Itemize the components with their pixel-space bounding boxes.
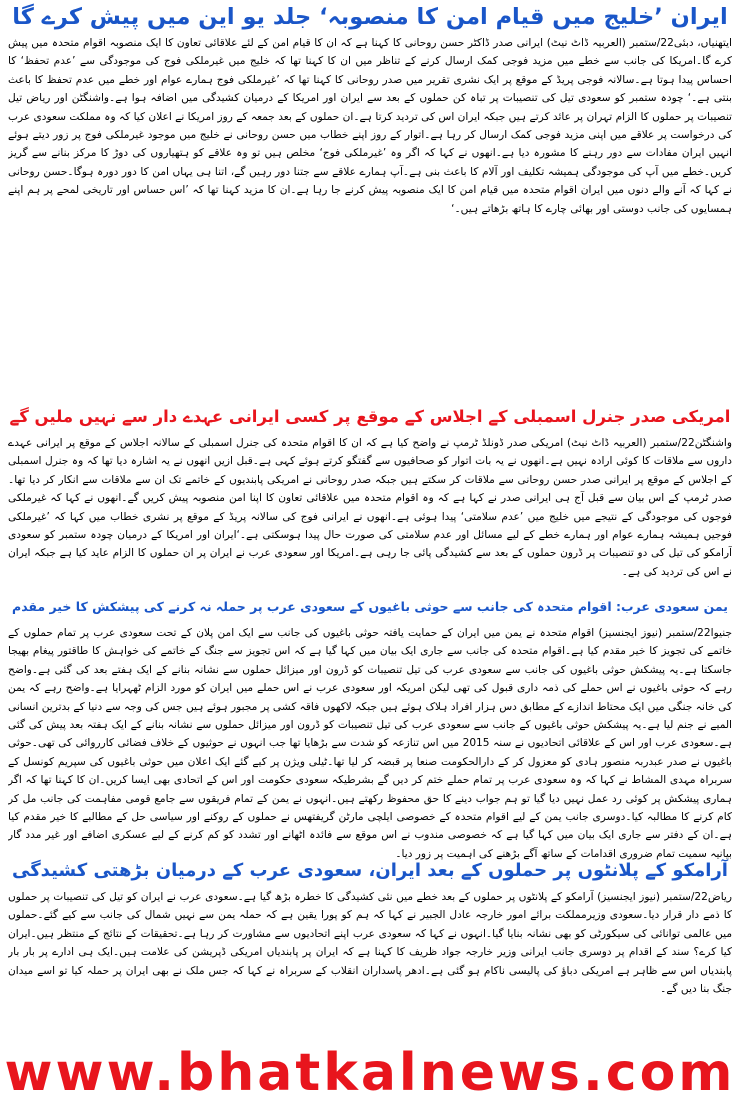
- article-body: ایتھنیاں، دبئی22/ستمبر (العربیہ ڈاٹ نیٹ) ایرانی صدر ڈاکٹر حسن روحانی کا کہنا ہے کہ ان کا قیام امن کے لئے علاقائی تعاون کا ایک منصوبہ اقوام متحدہ میں پیش کرے گا۔امریکا کی جانب سے خطے میں مزید فوجی کمک ارسال کرنے کے تناظر میں ان کا کہنا تھا کہ خلیج میں غیرملکی فوج کی موجودگی سے ’عدم تحفظ‘ کا احساس پیدا ہوتا ہے۔سالانہ فوجی پریڈ کے موقع پر ایک نشری تقریر میں صدر روحانی کا کہنا تھا کہ ’غیرملکی فوج ہمارے عوام اور خطے میں عدم تحفظ کا باعث بنتی ہے۔‘ چودہ ستمبر کو سعودی تیل کی تنصیبات پر تباہ کن حملوں کے بعد سے ایران اور امریکا کے درمیان کشیدگی میں اضافہ ہوا ہے۔واشنگٹن اور ریاض تیل تنصیبات پر حملوں کا الزام تہران پر عائد کرتے ہیں جبکہ ایران اس کی تردید کرتا ہے۔ان حملوں کے بعد جمعہ کے روز امریکا نے اعلان کیا کہ وہ مملکت سعودی عرب کی درخواست پر علاقے میں اپنی مزید فوجی کمک ارسال کر رہا ہے۔اتوار کے روز اپنے خطاب میں حسن روحانی نے خلیج میں موجود غیرملکی فوج پر زور دیتے ہوئے انہیں ایران مفادات سے دور رہنے کا مشورہ دیا ہے۔انھوں نے کہا کہ اگر وہ ’غیرملکی فوج‘ مخلص ہیں تو وہ علاقے کو ہتھیاروں کی دوڑ کا مرکز بنانے سے گریز کریں۔خطے میں آپ کی موجودگی ہمیشہ تکلیف اور آلام کا باعث بنی ہے۔آپ ہمارے علاقے سے جتنا دور رہیں گے، اتنا ہی یہاں امن کا دور دورہ ہوگا۔حسن روحانی نے کہا کہ آنے والے دنوں میں ایران اقوام متحدہ میں قیام امن کا ایک منصوبہ پیش کرنے جا رہا ہے۔ان کا مزید کہنا تھا کہ ’اس حساس اور تاریخی لمحے پر ہم اپنے ہمسایوں کی جانب دوستی اور بھائی چارے کا ہاتھ بڑھاتے ہیں۔‘: [8, 37, 732, 215]
- article-body: جنیوا22/ستمبر (نیوز ایجنسیز) اقوام متحدہ نے یمن میں ایران کے حمایت یافتہ حوثی باغیوں کی جانب سے ایک امن پلان کے تحت سعودی عرب پر تمام حملوں کے خاتمے کی تجویز کا خیر مقدم کیا ہے۔اقوام متحدہ کی جانب سے جاری ایک بیان میں کہا گیا ہے کہ اس تجویز سے جنگ کے خاتمے کی خواہش کا طاقتور پیغام بھیجا جاسکتا ہے۔یہ پیشکش حوثی باغیوں کی جانب سے سعودی عرب کی تیل تنصیبات کو ڈرون اور میزائل حملوں سے نشانہ بنانے کے ایک ہفتے بعد کی گئی ہے۔واضح رہے کہ حوثی باغیوں نے اس حملے کی ذمہ داری قبول کی تھی لیکن امریکہ اور سعودی عرب نے اس حملے میں ایران کو مورد الزام ٹھہرایا ہے۔واضح رہے کہ یمن کی خانہ جنگی میں ایک محتاط اندازے کے مطابق دس ہزار افراد ہلاک ہوئے ہیں جبکہ لاکھوں فاقہ کشی پر مجبور ہوئے ہیں جس کی وجہ سے دنیا کے بدترین انسانی المیے نے جنم لیا ہے۔یہ پیشکش حوثی باغیوں کے جانب سے سعودی عرب کی تیل تنصیبات کو ڈرون اور میزائل حملوں سے نشانہ بنانے کے ایک ہفتہ بعد پیش کی گئی ہے۔سعودی عرب اور اس کے علاقائی اتحادیوں نے سنہ 2015 میں اس تنازعہ کو شدت سے بڑھایا تھا جب انہوں نے حوثیوں کے خلاف فضائی کارروائی کی تھی۔حوثی باغیوں نے صدر عبدربہ منصور ہادی کو معزول کر کے دارالحکومت صنعا پر قبضہ کر لیا تھا۔ٹیلی ویژن پر کیے گئے ایک اعلان میں حوثی باغیوں کی سپریم کونسل کے سربراہ مہدی المشاط نے کہا کہ وہ سعودی عرب پر تمام حملے ختم کر دیں گے بشرطیکہ سعودی حکومت اور اس کے اتحادی بھی ایسا کریں۔ان کا کہنا تھا کہ اگر ہماری پیشکش پر کوئی رد عمل نہیں دیا گیا تو ہم جواب دینے کا حق محفوظ رکھتے ہیں۔انہوں نے یمن کے تمام فریقوں سے جامع قومی مفاہمت کی جانب مل کر کام کرنے کا مطالبہ کیا۔دوسری جانب یمن کے لیے اقوام متحدہ کے خصوصی ایلچی مارٹن گریفتھس نے حملوں کے روکنے اور سیاسی حل کے مطالبے کا خیر مقدم کیا ہے۔ان کے دفتر سے جاری ایک بیان میں کہا گیا ہے کہ خصوصی مندوب نے اس موقع سے فائدہ اٹھانے اور تشدد کو کم کرنے کے لیے عسکری اضافے اور غیر مدد گار بیانیہ سمیت تمام ضروری اقدامات کے ساتھ آگے بڑھنے کی اہمیت پر زور دیا۔: [8, 627, 732, 860]
- article-headline: یمن سعودی عرب: اقوام متحدہ کی جانب سے حوثی باغیوں کے سعودی عرب پر حملہ نہ کرنے کی پیشکش کا خیر مقدم: [12, 599, 728, 614]
- article-headline: ایران ’خلیج میں قیام امن کا منصوبہ‘ جلد یو این میں پیش کرے گا: [12, 4, 728, 30]
- article-body: ریاض22/ستمبر (نیوز ایجنسیز) آرامکو کے پلانٹوں پر حملوں کے بعد خطے میں نئی کشیدگی کا خطرہ بڑھ گیا ہے۔سعودی عرب نے ایران کو تیل کی تنصیبات پر حملوں کا ذمے دار قرار دیا۔سعودی وزیرمملکت برائے امور خارجہ عادل الجبیر نے کہا کہ ہم کو پورا یقین ہے کہ حملہ یمن سے نہیں شمال کی جانب سے کیے گئے۔حملوں میں عالمی توانائی کی سیکورٹی کو بھی نشانہ بنایا گیا۔انہوں نے کہا کہ سعودی عرب اپنے اتحادیوں سے مشاورت کر رہا ہے۔تحقیقات کے نتائج کے منتظر ہیں۔ایران کیا کرے؟ سند کے اقدام پر دوسری جانب ایرانی وزیر خارجہ جواد ظریف کا کہنا ہے کہ ایران پر پابندیاں امریکی ڈپریشن کی علامت ہیں۔ایک ہی ادارے پر بار بار پابندیاں اس سے ظاہر ہے امریکی دباؤ کی پالیسی ناکام ہو گئی ہے۔ادھر پاسداران انقلاب کے سربراہ نے کہا کہ جس ملک نے بھی ایران پر حملہ کیا تو اسے میدان جنگ بنا دیں گے۔: [8, 891, 732, 996]
- article-body: واشنگٹن22/ستمبر (العربیہ ڈاٹ نیٹ) امریکی صدر ڈونلڈ ٹرمپ نے واضح کیا ہے کہ ان کا اقوام متحدہ کی جنرل اسمبلی کے سالانہ اجلاس کے موقع پر ایرانی عہدے داروں سے ملاقات کا کوئی ارادہ نہیں ہے۔انھوں نے یہ بات اتوار کو صحافیوں سے گفتگو کرتے ہوئے کہی ہے۔قبل ازیں انھوں نے یہ اشارہ دیا تھا کہ وہ جنرل اسمبلی کے اجلاس کے موقع پر ایرانی صدر حسن روحانی سے ملاقات کر سکتے ہیں جبکہ صدر روحانی نے امریکی پابندیوں کے خاتمے تک ان سے ملاقات سے انکار کر دیا تھا۔صدر ٹرمپ کے اس بیان سے قبل آج ہی ایرانی صدر نے کہا ہے کہ وہ اقوام متحدہ میں علاقائی تعاون کا اپنا امن منصوبہ پیش کریں گے۔انھوں نے کہا کہ غیرملکی فوجوں کی موجودگی کے نتیجے میں خلیج میں ’عدم سلامتی‘ پیدا ہوئی ہے۔انھوں نے ایرانی فوج کی سالانہ پریڈ کے موقع پر نشری خطاب میں کہا کہ ’غیرملکی فوجیں ہمیشہ ہمارے عوام اور ہمارے خطے کے لیے مسائل اور عدم سلامتی کی صورت حال پیدا ہوسکتی ہے۔‘ایران اور امریکا کے درمیان چودہ ستمبر کو سعودی آرامکو کی تیل کی دو تنصیبات پر ڈرون حملوں کے بعد سے کشیدگی پائی جا رہی ہے۔امریکا اور سعودی عرب نے ایران پر ان حملوں کا الزام عاید کیا ہے جبکہ ایران نے اس کی تردید کی ہے۔: [8, 437, 732, 578]
- article-headline: آرامکو کے پلانٹوں پر حملوں کے بعد ایران، سعودی عرب کے درمیان بڑھتی کشیدگی: [12, 860, 728, 881]
- article-iran-peace-plan: [8, 2, 732, 398]
- article-headline: امریکی صدر جنرل اسمبلی کے اجلاس کے موقع پر کسی ایرانی عہدے دار سے نہیں ملیں گے: [9, 407, 731, 426]
- article-trump-un-meeting: [8, 402, 732, 620]
- article-yemen-houthi-offer: [8, 592, 732, 864]
- article-aramco-tension: [8, 856, 732, 1058]
- website-url-footer[interactable]: www.bhatkalnews.com: [4, 1043, 736, 1103]
